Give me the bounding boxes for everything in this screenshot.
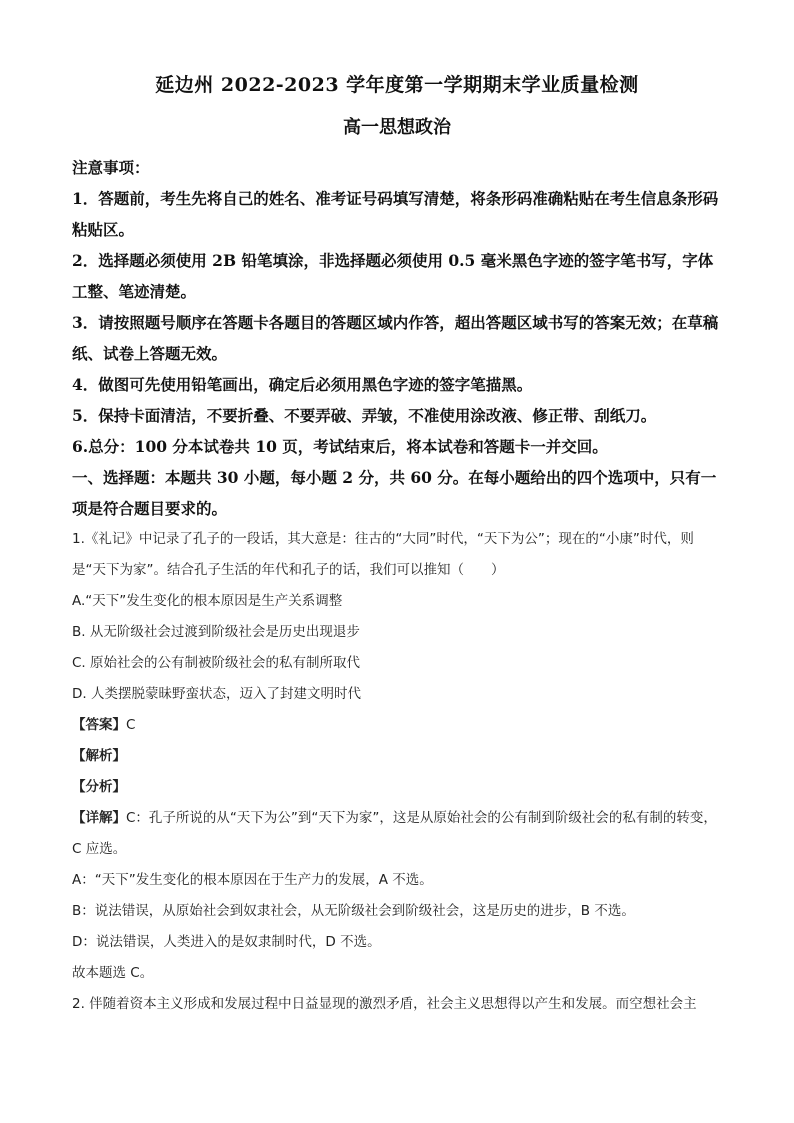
detail-tag: 【详解】 [72, 810, 126, 826]
fenxi-tag: 【分析】 [72, 779, 126, 795]
exam-subject: 高一思想政治 [343, 117, 451, 138]
note-item-4: 4．做图可先使用铅笔画出，确定后必须用黑色字迹的签字笔描黑。 [72, 375, 533, 394]
note-item-2: 2．选择题必须使用 2B 铅笔填涂，非选择题必须使用 0.5 毫米黑色字迹的签字笔书写，字体工整、笔迹清楚。 [72, 251, 714, 301]
explanation-b: B：说法错误，从原始社会到奴隶社会，从无阶级社会到阶级社会，这是历史的进步，B 不选。 [72, 903, 635, 919]
section-heading: 一、选择题：本题共 30 小题，每小题 2 分，共 60 分。在每小题给出的四个选项中，只有一项是符合题目要求的。 [72, 468, 717, 518]
note-item-6: 6.总分：100 分本试卷共 10 页，考试结束后，将本试卷和答题卡一并交回。 [72, 437, 608, 456]
notes-section [72, 152, 722, 524]
question-1-option-c: C. 原始社会的公有制被阶级社会的私有制所取代 [72, 655, 361, 671]
notes-heading: 注意事项： [72, 158, 150, 177]
explanation-a: A：“天下”发生变化的根本原因在于生产力的发展，A 不选。 [72, 872, 433, 888]
question-2 [72, 989, 722, 1020]
question-1-stem: 1.《礼记》中记录了孔子的一段话，其大意是：往古的“大同”时代，“天下为公”；现在的“小康”时代，则是“天下为家”。结合孔子生活的年代和孔子的话，我们可以推知（ ） [72, 531, 694, 578]
analysis-tag: 【解析】 [72, 748, 126, 764]
explanation-d: D：说法错误，人类进入的是奴隶制时代，D 不选。 [72, 934, 381, 950]
note-item-1: 1．答题前，考生先将自己的姓名、准考证号码填写清楚，将条形码准确粘贴在考生信息条形码粘贴区。 [72, 189, 719, 239]
answer-value: C [126, 717, 136, 733]
detail-line [72, 803, 722, 865]
note-item-3: 3．请按照题号顺序在答题卡各题目的答题区域内作答，超出答题区域书写的答案无效；在草稿纸、试卷上答题无效。 [72, 313, 719, 363]
question-1-option-b: B. 从无阶级社会过渡到阶级社会是历史出现退步 [72, 624, 360, 640]
exam-title: 延边州 2022-2023 学年度第一学期期末学业质量检测 [155, 74, 639, 96]
answer-line [72, 710, 722, 741]
question-1-option-d: D. 人类摆脱蒙昧野蛮状态，迈入了封建文明时代 [72, 686, 361, 702]
question-2-stem: 2. 伴随着资本主义形成和发展过程中日益显现的激烈矛盾，社会主义思想得以产生和发展。而空想社会主 [72, 996, 697, 1012]
conclusion: 故本题选 C。 [72, 965, 154, 981]
question-1-option-a: A.“天下”发生变化的根本原因是生产关系调整 [72, 593, 343, 609]
question-1 [72, 524, 722, 989]
answer-tag: 【答案】 [72, 717, 126, 733]
detail-text: C：孔子所说的从“天下为公”到“天下为家”，这是从原始社会的公有制到阶级社会的私有制的转变，C 应选。 [72, 810, 717, 857]
note-item-5: 5．保持卡面清洁，不要折叠、不要弄破、弄皱，不准使用涂改液、修正带、刮纸刀。 [72, 406, 657, 425]
